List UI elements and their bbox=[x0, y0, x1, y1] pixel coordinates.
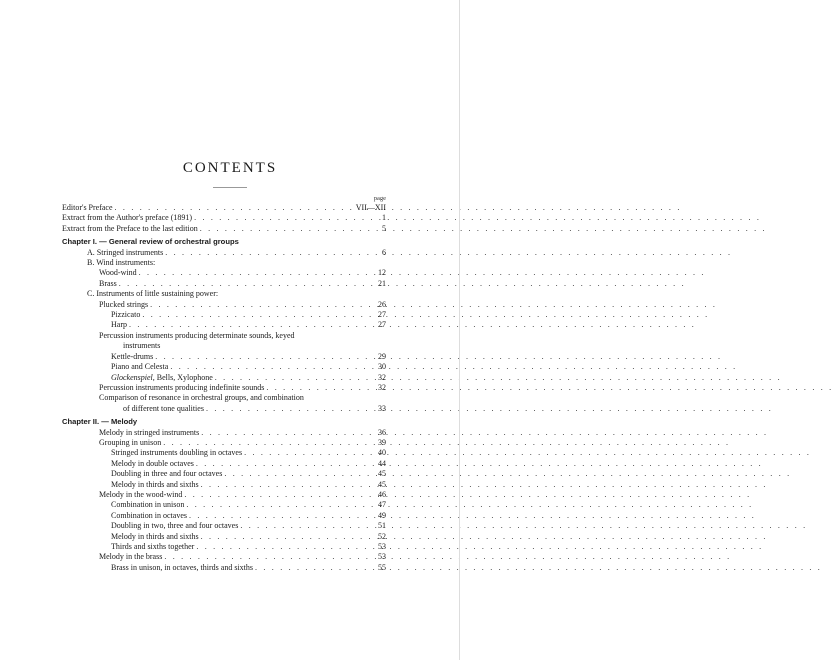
dot-leader bbox=[201, 428, 370, 438]
toc-entry-page: 29 bbox=[378, 351, 386, 361]
toc-entry-label: Grouping in unison bbox=[99, 437, 162, 447]
dot-leader bbox=[200, 224, 370, 234]
toc-entry-page: 33 bbox=[378, 403, 386, 413]
toc-entry-label: Brass in unison, in octaves, thirds and sixths bbox=[111, 562, 253, 572]
toc-entry bbox=[62, 362, 386, 372]
toc-entry-page: 26 bbox=[378, 299, 386, 309]
toc-entry-page: 36 bbox=[378, 427, 386, 437]
dot-leader bbox=[201, 480, 370, 490]
toc-entry-continuation bbox=[62, 404, 386, 414]
toc-entry bbox=[62, 300, 386, 310]
toc-entry bbox=[62, 511, 386, 521]
toc-entry-page: 45 bbox=[378, 469, 386, 479]
toc-entry-page: 27 bbox=[378, 320, 386, 330]
toc-entry bbox=[62, 521, 386, 531]
dot-leader bbox=[165, 248, 370, 258]
chapter-1-list bbox=[62, 248, 386, 415]
toc-entry bbox=[62, 224, 386, 234]
toc-entry bbox=[62, 469, 386, 479]
toc-entry-label: Wood-wind bbox=[99, 268, 137, 278]
toc-entry-page: 27 bbox=[378, 310, 386, 320]
dot-leader bbox=[196, 542, 370, 552]
chapter-heading bbox=[62, 417, 386, 427]
toc-entry-page: 30 bbox=[378, 362, 386, 372]
toc-entry-label-continued: instruments bbox=[123, 341, 161, 351]
table-of-contents bbox=[62, 203, 386, 573]
toc-entry bbox=[62, 563, 386, 573]
dot-leader bbox=[224, 469, 370, 479]
toc-entry-page: 32 bbox=[378, 382, 386, 392]
dot-leader bbox=[215, 373, 370, 383]
toc-entry-label: Extract from the Preface to the last edition bbox=[62, 223, 198, 233]
toc-entry bbox=[62, 459, 386, 469]
dot-leader bbox=[150, 300, 370, 310]
toc-entry-label: Piano and Celesta bbox=[111, 362, 169, 372]
toc-entry-label-italic: Glockenspiel, bbox=[111, 372, 155, 382]
dot-leader bbox=[189, 511, 370, 521]
chapter-heading-text: Chapter II. — Melody bbox=[62, 417, 138, 427]
dot-leader bbox=[119, 279, 370, 289]
toc-entry-page: 32 bbox=[378, 372, 386, 382]
dot-leader bbox=[115, 203, 354, 213]
dot-leader bbox=[186, 500, 370, 510]
toc-entry-label: Percussion instruments producing determinate sounds, keyed bbox=[99, 330, 295, 340]
toc-entry-page: 5 bbox=[382, 223, 386, 233]
toc-entry-page: 52 bbox=[378, 531, 386, 541]
toc-entry-page: VII—XII bbox=[355, 203, 386, 212]
dot-leader bbox=[201, 532, 370, 542]
toc-entry bbox=[62, 248, 386, 258]
toc-entry-page: 21 bbox=[378, 278, 386, 288]
dot-leader bbox=[206, 404, 370, 414]
dot-leader bbox=[139, 268, 370, 278]
toc-entry-label: Glockenspiel, Bells, Xylophone bbox=[111, 372, 213, 382]
toc-entry bbox=[62, 279, 386, 289]
toc-entry bbox=[62, 373, 386, 383]
toc-entry-label: C. Instruments of little sustaining power: bbox=[87, 289, 219, 299]
dot-leader bbox=[155, 352, 370, 362]
toc-entry-page: 47 bbox=[378, 500, 386, 510]
toc-entry-label: Pizzicato bbox=[111, 310, 141, 320]
page-title: CONTENTS bbox=[182, 160, 278, 176]
scan-edge bbox=[459, 0, 460, 660]
toc-entry-label: Melody in the brass bbox=[99, 552, 163, 562]
toc-entry bbox=[62, 438, 386, 448]
toc-entry bbox=[62, 213, 386, 223]
dot-leader bbox=[240, 521, 370, 531]
toc-entry-label: Brass bbox=[99, 278, 117, 288]
toc-entry-label: B. Wind instruments: bbox=[87, 258, 156, 268]
toc-entry bbox=[62, 532, 386, 542]
dot-leader bbox=[266, 383, 370, 393]
toc-entry-label: Melody in stringed instruments bbox=[99, 427, 200, 437]
toc-entry-label: Plucked strings bbox=[99, 299, 149, 309]
toc-entry-label: Doubling in three and four octaves bbox=[111, 469, 223, 479]
toc-entry-label: Doubling in two, three and four octaves bbox=[111, 521, 239, 531]
toc-entry-label: Stringed instruments doubling in octaves bbox=[111, 448, 243, 458]
toc-entry-page: 40 bbox=[378, 448, 386, 458]
toc-entry bbox=[62, 448, 386, 458]
toc-entry bbox=[62, 310, 386, 320]
toc-entry bbox=[62, 289, 386, 299]
toc-entry bbox=[62, 331, 386, 341]
toc-entry-label: Extract from the Author's preface (1891) bbox=[62, 213, 193, 223]
toc-entry-label: Melody in thirds and sixths bbox=[111, 479, 199, 489]
dot-leader bbox=[244, 448, 370, 458]
dot-leader bbox=[142, 310, 370, 320]
dot-leader bbox=[163, 438, 370, 448]
toc-entry bbox=[62, 480, 386, 490]
toc-entry bbox=[62, 258, 386, 268]
toc-entry-page: 53 bbox=[378, 542, 386, 551]
toc-entry-page: 12 bbox=[378, 268, 386, 278]
toc-entry-page: 51 bbox=[378, 521, 386, 531]
dot-leader bbox=[164, 552, 370, 562]
toc-entry-page: 6 bbox=[382, 247, 386, 257]
toc-entry-label: Percussion instruments producing indefinite sounds bbox=[99, 382, 265, 392]
toc-entry bbox=[62, 268, 386, 278]
toc-entry bbox=[62, 203, 386, 213]
toc-entry-label: Comparison of resonance in orchestral groups, and combination bbox=[99, 393, 304, 403]
page-column-header: page bbox=[373, 195, 386, 202]
front-matter-list bbox=[62, 203, 386, 234]
toc-entry-label: Harp bbox=[111, 320, 127, 330]
toc-entry-label: Combination in unison bbox=[111, 500, 185, 510]
dot-leader bbox=[255, 563, 370, 573]
toc-entry bbox=[62, 383, 386, 393]
toc-entry-label: Melody in double octaves bbox=[111, 458, 194, 468]
dot-leader bbox=[129, 320, 370, 330]
chapter-heading bbox=[62, 237, 386, 247]
toc-entry bbox=[62, 552, 386, 562]
dot-leader bbox=[184, 490, 370, 500]
chapter-2-list bbox=[62, 428, 386, 574]
toc-entry-label-continued: of different tone qualities bbox=[123, 403, 204, 413]
dot-leader bbox=[196, 459, 370, 469]
toc-entry-label: A. Stringed instruments bbox=[87, 247, 164, 257]
toc-entry-page: 45 bbox=[378, 479, 386, 489]
toc-entry-page: 1 bbox=[382, 213, 386, 223]
toc-entry-label: Melody in thirds and sixths bbox=[111, 531, 199, 541]
dot-leader bbox=[194, 213, 370, 223]
toc-entry-page: 39 bbox=[378, 437, 386, 447]
toc-entry-page: 46 bbox=[378, 489, 386, 499]
toc-entry bbox=[62, 542, 386, 552]
toc-entry-page: 44 bbox=[378, 458, 386, 468]
toc-entry bbox=[62, 320, 386, 330]
toc-entry-label: Editor's Preface bbox=[62, 203, 113, 212]
toc-entry bbox=[62, 393, 386, 403]
toc-entry bbox=[62, 352, 386, 362]
toc-entry bbox=[62, 428, 386, 438]
toc-entry-label: Kettle-drums bbox=[111, 351, 154, 361]
toc-entry-continuation bbox=[62, 341, 386, 351]
toc-entry bbox=[62, 500, 386, 510]
toc-entry-label: Thirds and sixths together bbox=[111, 542, 195, 551]
dot-leader bbox=[170, 362, 370, 372]
toc-entry bbox=[62, 490, 386, 500]
title-rule bbox=[213, 187, 247, 188]
chapter-heading-text: Chapter I. — General review of orchestral groups bbox=[62, 237, 239, 247]
toc-entry-label: Combination in octaves bbox=[111, 510, 187, 520]
toc-entry-page: 49 bbox=[378, 510, 386, 520]
toc-entry-page: 55 bbox=[378, 562, 386, 572]
toc-entry-page: 53 bbox=[378, 552, 386, 562]
toc-entry-label: Melody in the wood-wind bbox=[99, 489, 183, 499]
